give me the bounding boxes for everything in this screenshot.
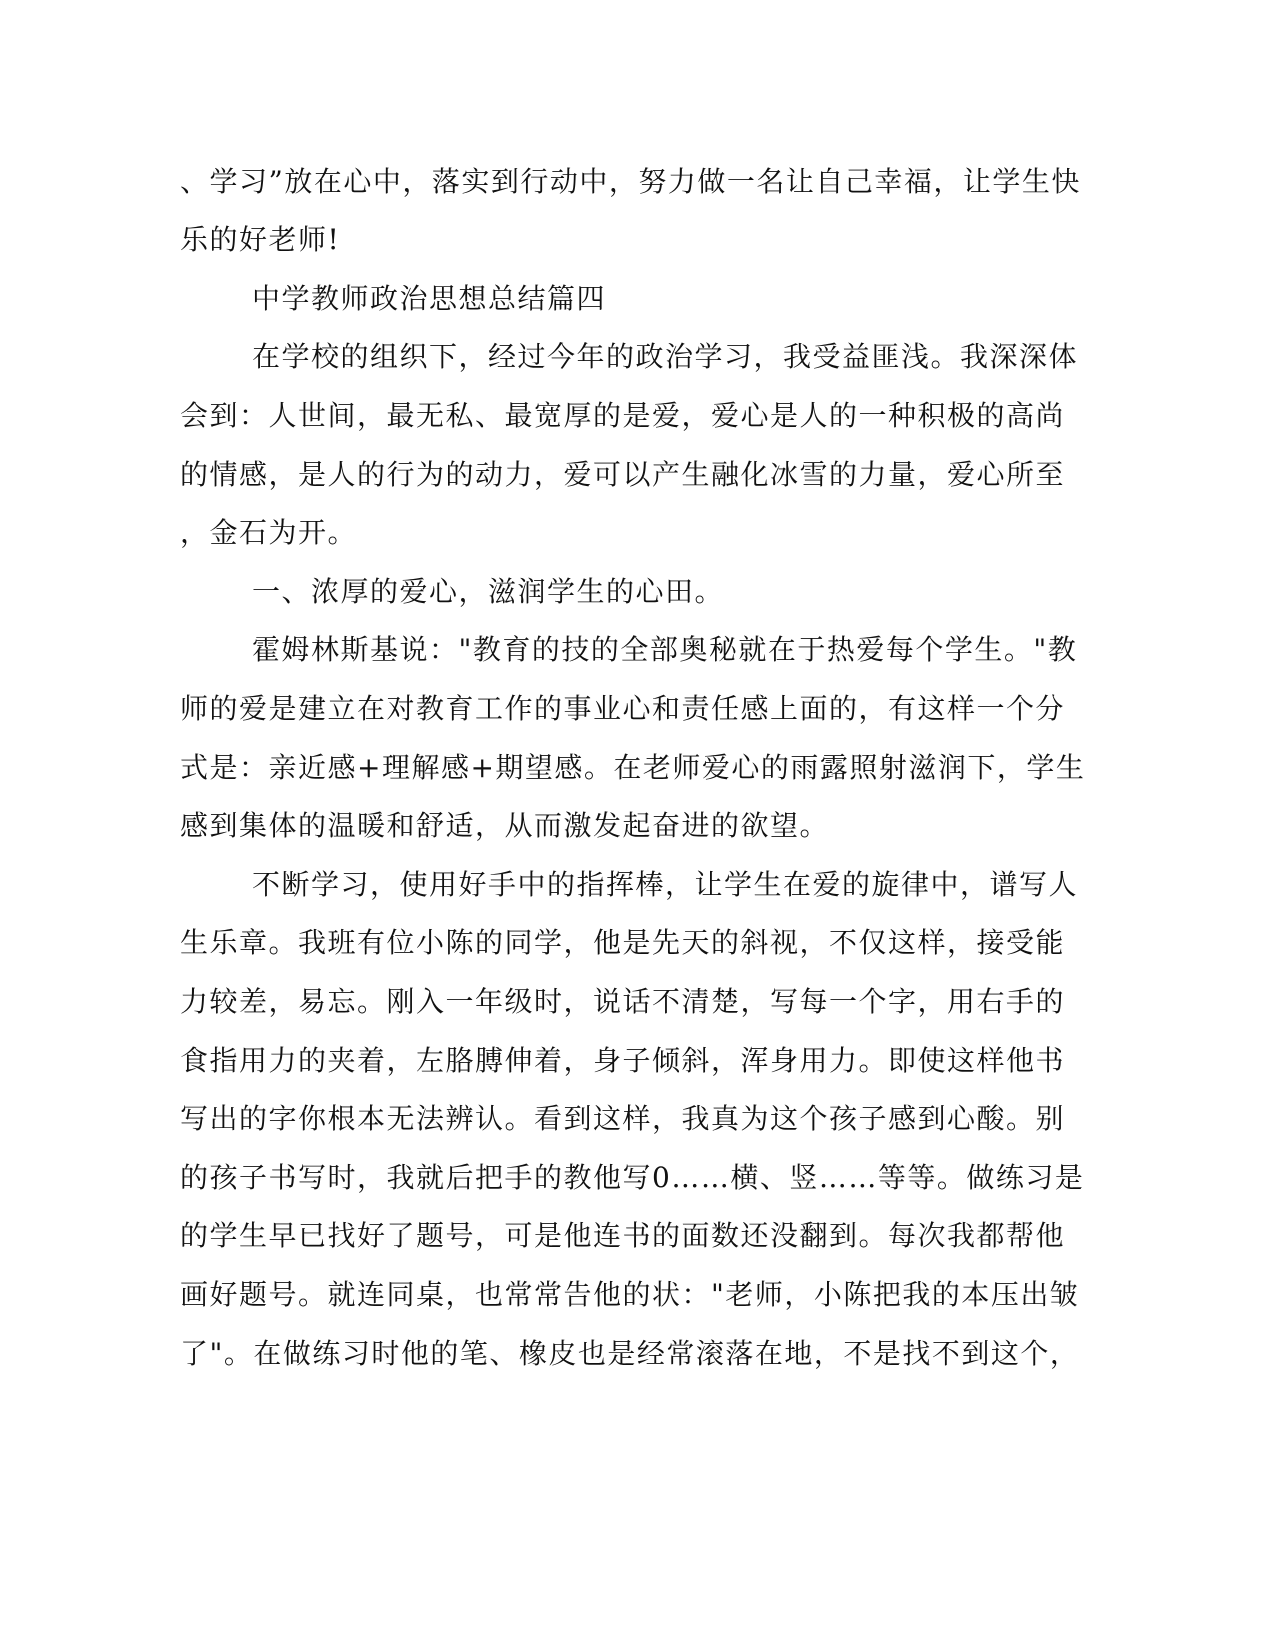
text-line: 了"。在做练习时他的笔、橡皮也是经常滚落在地，不是找不到这个， (180, 1337, 1080, 1370)
text-line: 不断学习，使用好手中的指挥棒，让学生在爱的旋律中，谱写人 (252, 868, 1079, 901)
text-line: 力较差，易忘。刚入一年级时，说话不清楚，写每一个字，用右手的 (180, 985, 1066, 1018)
text-line: 的学生早已找好了题号，可是他连书的面数还没翻到。每次我都帮他 (180, 1219, 1066, 1252)
text-line: 霍姆林斯基说："教育的技的全部奥秘就在于热爱每个学生。"教 (252, 633, 1078, 666)
text-line: 乐的好老师! (180, 223, 341, 256)
text-line: 的情感，是人的行为的动力，爱可以产生融化冰雪的力量，爱心所至 (180, 458, 1066, 491)
text-line: 写出的字你根本无法辨认。看到这样，我真为这个孩子感到心酸。别 (180, 1102, 1066, 1135)
text-line: 、学习”放在心中，落实到行动中，努力做一名让自己幸福，让学生快 (180, 165, 1081, 198)
subheading: 一、浓厚的爱心，滋润学生的心田。 (252, 575, 725, 608)
text-line: 食指用力的夹着，左胳膊伸着，身子倾斜，浑身用力。即使这样他书 (180, 1044, 1066, 1077)
text-line: ，金石为开。 (180, 516, 358, 549)
text-line: 式是：亲近感+理解感+期望感。在老师爱心的雨露照射滋润下，学生 (180, 751, 1086, 784)
text-line: 在学校的组织下，经过今年的政治学习，我受益匪浅。我深深体 (252, 340, 1079, 373)
text-line: 会到：人世间，最无私、最宽厚的是爱，爱心是人的一种积极的高尚 (180, 399, 1066, 432)
text-line: 生乐章。我班有位小陈的同学，他是先天的斜视，不仅这样，接受能 (180, 926, 1066, 959)
text-line: 的孩子书写时，我就后把手的教他写0……横、竖……等等。做练习是 (180, 1161, 1085, 1194)
text-line: 师的爱是建立在对教育工作的事业心和责任感上面的，有这样一个分 (180, 692, 1066, 725)
text-line: 画好题号。就连同桌，也常常告他的状："老师，小陈把我的本压出皱 (180, 1278, 1080, 1311)
text-line: 感到集体的温暖和舒适，从而激发起奋进的欲望。 (180, 809, 830, 842)
section-heading: 中学教师政治思想总结篇四 (252, 282, 607, 315)
